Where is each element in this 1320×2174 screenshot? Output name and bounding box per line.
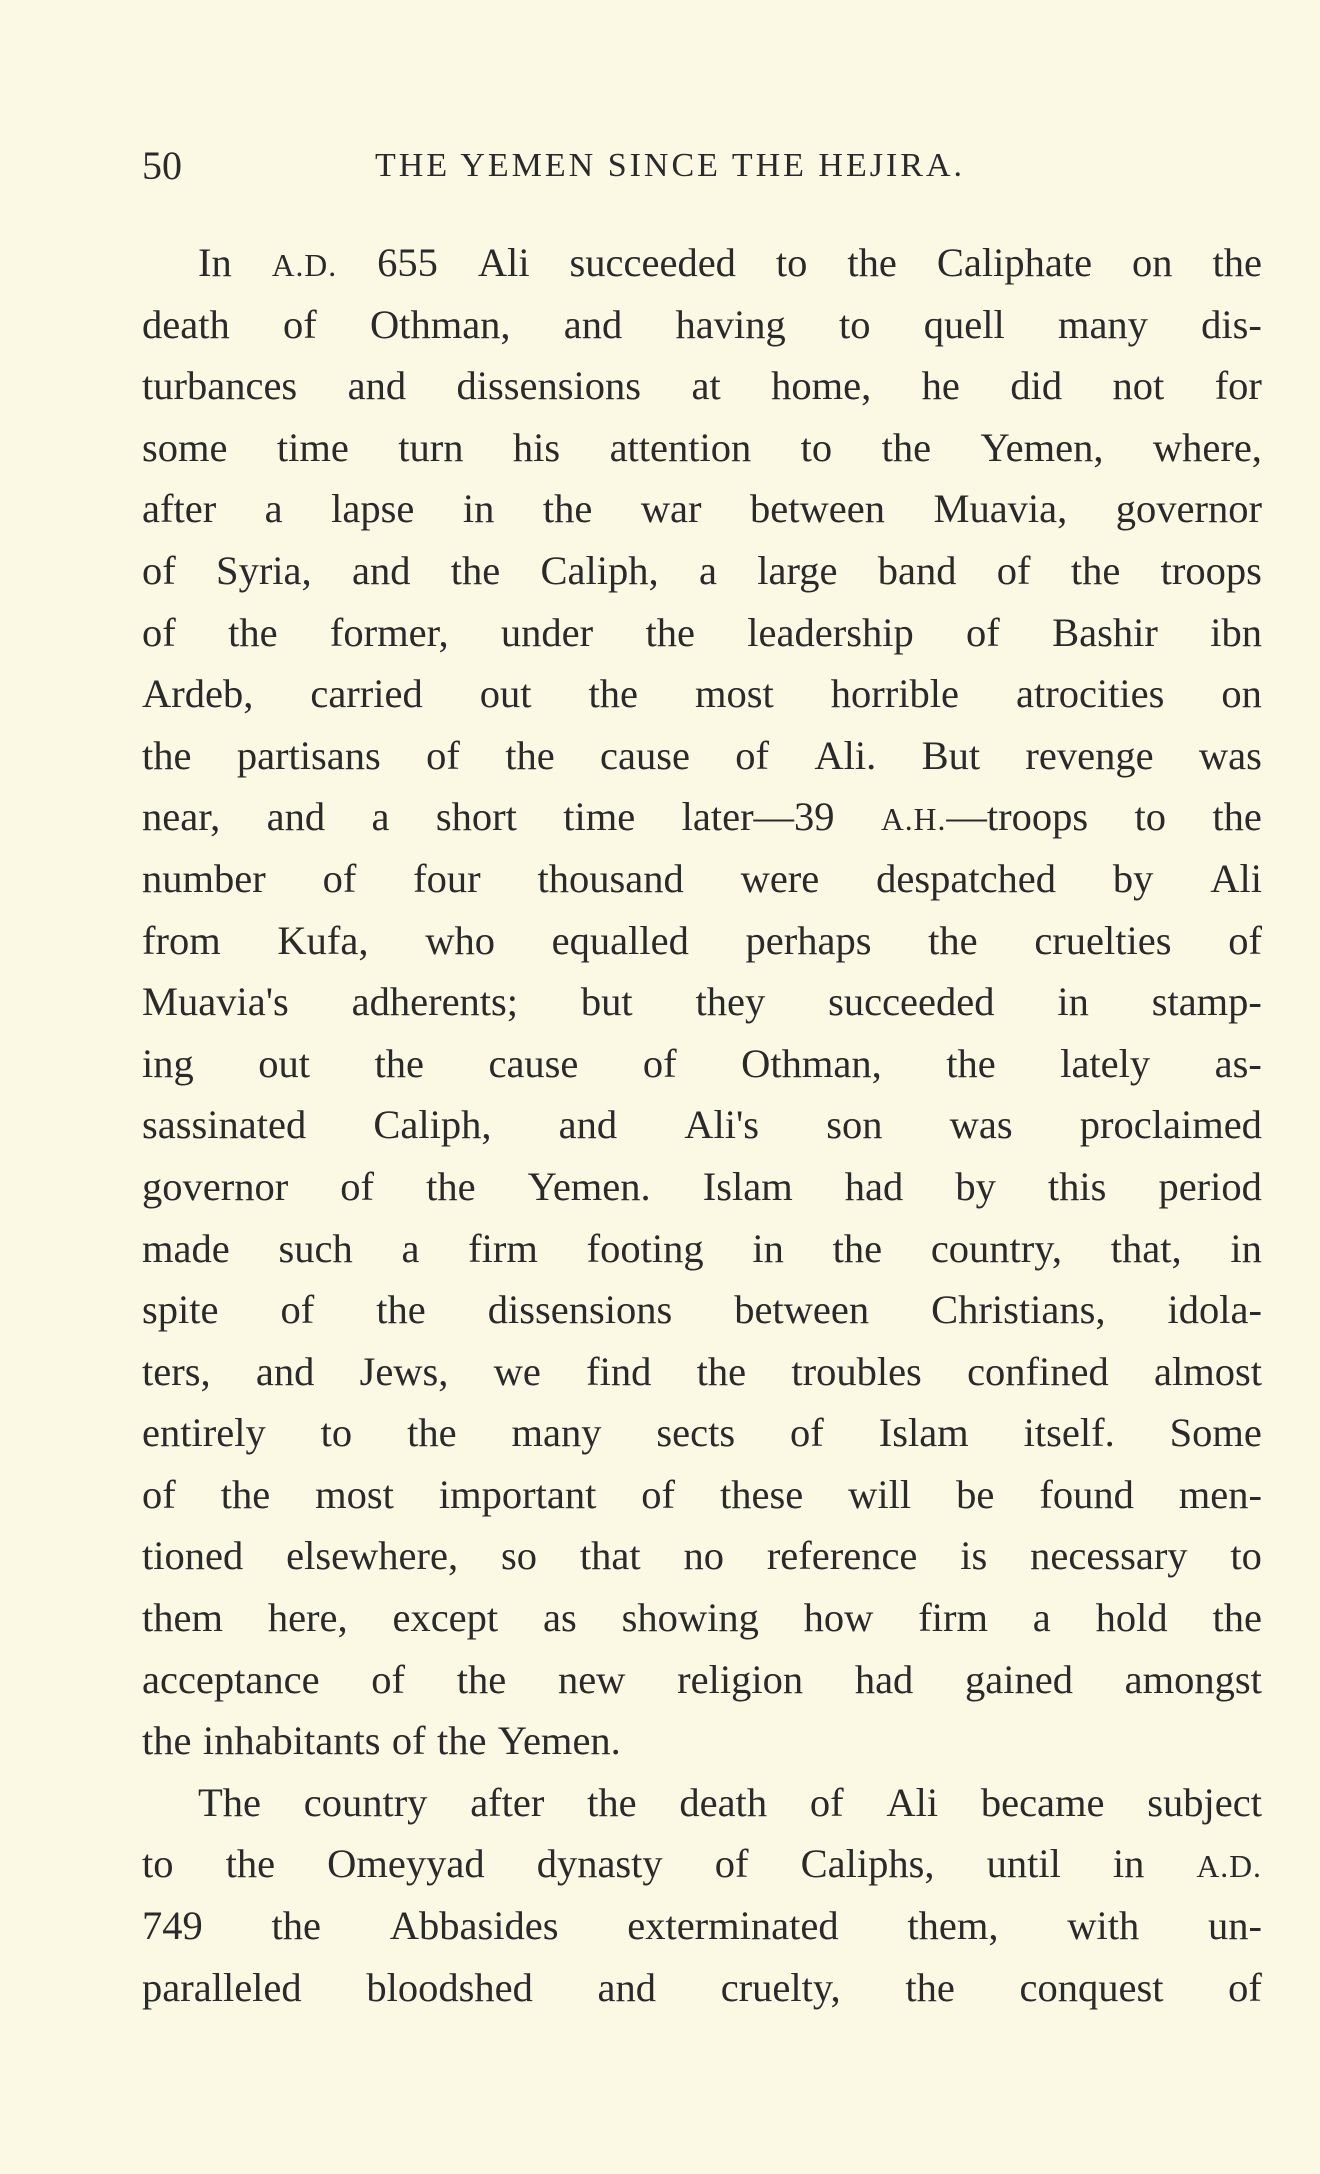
word: this (1047, 1163, 1107, 1209)
word: Muavia's (142, 979, 289, 1025)
word: of (735, 732, 770, 778)
word: them (142, 1595, 223, 1641)
word: thousand (537, 855, 684, 901)
word: here, (267, 1595, 348, 1641)
text-line (142, 1957, 1262, 2019)
word: be (956, 1471, 995, 1517)
word: In (198, 240, 232, 285)
word: new (557, 1656, 626, 1702)
word: of (641, 1471, 676, 1517)
word: a (371, 794, 390, 840)
word: the (1212, 1595, 1262, 1641)
word: in (462, 486, 495, 532)
word: and (351, 547, 411, 593)
word: Jews, (359, 1348, 449, 1394)
word: period (1158, 1163, 1262, 1209)
word: no (683, 1533, 724, 1579)
text-line (142, 1033, 1262, 1095)
word: ibn (1210, 609, 1262, 655)
text-line (142, 417, 1262, 479)
word: these (720, 1471, 804, 1517)
running-head: THE YEMEN SINCE THE HEJIRA. (375, 147, 966, 184)
text-line (142, 786, 1262, 848)
word: and (558, 1102, 618, 1148)
word: of (642, 1040, 677, 1086)
word: exterminated (627, 1903, 839, 1949)
word: we (493, 1348, 541, 1394)
word: at (691, 363, 721, 409)
word: of (714, 1841, 749, 1887)
text-line (142, 232, 1262, 294)
word: elsewhere, (286, 1533, 459, 1579)
word: the (426, 1163, 476, 1209)
text-line (142, 294, 1262, 356)
word: of (1228, 1964, 1262, 2010)
word: footing (586, 1225, 704, 1271)
word: Yemen. (527, 1163, 651, 1209)
word: Caliphs, (800, 1841, 935, 1887)
word: some (142, 424, 228, 470)
word: was (1198, 732, 1262, 778)
word: having (675, 301, 786, 347)
word: the (881, 424, 932, 470)
word: bloodshed (366, 1964, 533, 2010)
word: the (588, 671, 638, 717)
word: succeeded (828, 979, 995, 1025)
word: the (645, 609, 695, 655)
word: number (142, 855, 266, 901)
word: large (757, 547, 838, 593)
text-line (142, 1218, 1262, 1280)
word: Ali (886, 1779, 939, 1825)
word: succeeded (569, 240, 736, 285)
word: short (435, 794, 517, 840)
word: most (695, 671, 774, 717)
word: firm (468, 1225, 538, 1271)
word: The (198, 1779, 261, 1825)
text-line (142, 971, 1262, 1033)
word: Othman, (369, 301, 511, 347)
word: in (1230, 1225, 1262, 1271)
word: of (371, 1656, 406, 1702)
word: of (142, 547, 176, 593)
word: troops (1160, 547, 1262, 593)
word: out (479, 671, 532, 717)
word: dynasty (536, 1841, 663, 1887)
text-line (142, 1649, 1262, 1711)
word: of (280, 1287, 315, 1333)
text-line (142, 1279, 1262, 1341)
word: of (996, 547, 1031, 593)
word: A.D. (1196, 1849, 1262, 1885)
word: of (1228, 917, 1262, 963)
text-line (142, 1772, 1262, 1834)
word: attention (609, 424, 752, 470)
text-line (142, 1525, 1262, 1587)
word: with (1067, 1903, 1140, 1949)
word: inhabitants (202, 1718, 381, 1764)
word: did (1010, 363, 1063, 409)
text-line (142, 1833, 1262, 1895)
word: Christians, (931, 1287, 1106, 1333)
word: his (512, 424, 561, 470)
word: troubles (791, 1348, 922, 1394)
word: the (905, 1964, 955, 2010)
word: later—39 (681, 794, 835, 840)
word: sects (656, 1410, 736, 1456)
word: 655 (377, 240, 438, 285)
word: most (315, 1471, 394, 1517)
word: partisans (236, 732, 381, 778)
word: made (142, 1225, 230, 1271)
word: dissensions (456, 363, 642, 409)
word: quell (923, 301, 1005, 347)
word: firm (918, 1595, 988, 1641)
word: country (303, 1779, 428, 1825)
word: Islam (878, 1410, 969, 1456)
word: important (438, 1471, 597, 1517)
word: Ali's (684, 1102, 760, 1148)
word: in (1112, 1841, 1145, 1887)
word: of (391, 1718, 426, 1764)
word: near, (142, 794, 221, 840)
word: Ali (1210, 855, 1262, 901)
word: war (640, 486, 702, 532)
text-line (142, 602, 1262, 664)
word: the (142, 732, 192, 778)
word: conquest (1019, 1964, 1164, 2010)
word: band (877, 547, 957, 593)
word: a (698, 547, 717, 593)
word: had (844, 1163, 904, 1209)
word: the (847, 240, 897, 285)
word: the (832, 1225, 883, 1271)
text-line (142, 725, 1262, 787)
word: Ardeb, (142, 671, 254, 717)
word: the (225, 1841, 276, 1887)
word: the (220, 1471, 271, 1517)
word: of (809, 1779, 844, 1825)
word: showing (621, 1595, 759, 1641)
word: that, (1110, 1225, 1182, 1271)
word: was (949, 1102, 1013, 1148)
word: between (734, 1287, 870, 1333)
word: to (775, 240, 808, 285)
word: between (750, 486, 885, 532)
word: hold (1095, 1595, 1168, 1641)
word: leadership (747, 609, 914, 655)
text-line (142, 1710, 1262, 1772)
word: religion (677, 1656, 804, 1702)
word: death (142, 301, 230, 347)
word: such (278, 1225, 353, 1271)
word: of (426, 732, 460, 778)
word: the (376, 1287, 426, 1333)
word: men- (1178, 1471, 1262, 1517)
word: the (587, 1779, 637, 1825)
word: the (946, 1040, 996, 1086)
word: to (800, 424, 833, 470)
word: after (470, 1779, 545, 1825)
word: Caliph, (373, 1102, 492, 1148)
word: Yemen. (497, 1718, 621, 1764)
word: the (450, 547, 501, 593)
word: ters, (142, 1348, 211, 1394)
word: governor (1115, 486, 1262, 532)
word: the (928, 917, 978, 963)
word: Kufa, (277, 917, 369, 963)
word: as (542, 1595, 577, 1641)
word: by (955, 1163, 996, 1209)
word: despatched (876, 855, 1057, 901)
text-line (142, 910, 1262, 972)
word: the (1212, 794, 1262, 840)
text-line (142, 1587, 1262, 1649)
word: a (1032, 1595, 1051, 1641)
word: to (320, 1410, 353, 1456)
word: of (322, 855, 357, 901)
word: who (425, 917, 495, 963)
word: governor (142, 1163, 289, 1209)
word: four (413, 855, 481, 901)
word: reference (766, 1533, 918, 1579)
word: not (1112, 363, 1165, 409)
word: the (436, 1718, 487, 1764)
word: of (340, 1163, 375, 1209)
word: on (1221, 671, 1262, 717)
word: the (1212, 240, 1262, 285)
word: adherents; (351, 979, 519, 1025)
word: that (579, 1533, 641, 1579)
word: lapse (331, 486, 415, 532)
word: to (142, 1841, 174, 1887)
word: the (505, 732, 555, 778)
word: subject (1147, 1779, 1262, 1825)
word: as- (1214, 1040, 1262, 1086)
word: on (1132, 240, 1173, 285)
word: ing (142, 1040, 194, 1086)
text-line (142, 1156, 1262, 1218)
word: sassinated (142, 1102, 307, 1148)
word: Syria, (216, 547, 312, 593)
word: except (392, 1595, 499, 1641)
word: paralleled (142, 1964, 302, 2010)
word: of (142, 609, 176, 655)
word: Caliph, (540, 547, 659, 593)
word: Yemen, (980, 424, 1104, 470)
word: the (142, 1718, 192, 1764)
word: stamp- (1151, 979, 1262, 1025)
word: time (563, 794, 636, 840)
word: acceptance (142, 1656, 320, 1702)
word: time (276, 424, 349, 470)
word: A.H.—troops (880, 794, 1089, 840)
word: of (142, 1471, 176, 1517)
word: proclaimed (1079, 1102, 1262, 1148)
word: will (848, 1471, 912, 1517)
word: many (1057, 301, 1148, 347)
word: and (255, 1348, 315, 1394)
word: equalled (551, 917, 689, 963)
word: cause (488, 1040, 579, 1086)
word: entirely (142, 1410, 266, 1456)
word: Caliphate (936, 240, 1093, 285)
word: until (986, 1841, 1061, 1887)
word: necessary (1030, 1533, 1188, 1579)
word: death (679, 1779, 768, 1825)
word: a (264, 486, 283, 532)
word: Some (1169, 1410, 1262, 1456)
word: son (826, 1102, 883, 1148)
word: a (401, 1225, 420, 1271)
word: find (586, 1348, 652, 1394)
word: he (921, 363, 960, 409)
word: almost (1154, 1348, 1262, 1394)
word: Omeyyad (327, 1841, 485, 1887)
word: dis- (1201, 301, 1262, 347)
word: country, (930, 1225, 1063, 1271)
word: carried (310, 671, 423, 717)
word: the (271, 1903, 321, 1949)
word: Ali (477, 240, 530, 285)
word: to (1230, 1533, 1262, 1579)
word: in (752, 1225, 784, 1271)
word: turbances (142, 363, 298, 409)
word: cause (600, 732, 690, 778)
word: many (511, 1410, 602, 1456)
word: A.D. (271, 248, 338, 283)
word: the (696, 1348, 747, 1394)
word: and (563, 301, 623, 347)
word: the (542, 486, 593, 532)
word: Muavia, (933, 486, 1068, 532)
word: had (854, 1656, 914, 1702)
word: they (695, 979, 766, 1025)
word: by (1112, 855, 1154, 901)
word: the (228, 609, 278, 655)
word: the (1070, 547, 1121, 593)
word: tioned (142, 1533, 244, 1579)
word: Abbasides (389, 1903, 559, 1949)
word: atrocities (1015, 671, 1165, 717)
word: and (597, 1964, 657, 2010)
word: spite (142, 1287, 219, 1333)
word: former, (329, 609, 449, 655)
word: the (374, 1040, 424, 1086)
word: in (1057, 979, 1089, 1025)
word: amongst (1124, 1656, 1262, 1702)
word: cruelty, (720, 1964, 841, 2010)
word: Othman, (741, 1040, 882, 1086)
word: cruelties (1034, 917, 1172, 963)
word: dissensions (487, 1287, 673, 1333)
word: idola- (1167, 1287, 1262, 1333)
word: but (580, 979, 633, 1025)
word: Bashir (1052, 609, 1158, 655)
word: itself. (1023, 1410, 1115, 1456)
word: from (142, 917, 221, 963)
word: perhaps (745, 917, 872, 963)
text-line (142, 1895, 1262, 1957)
word: of (282, 301, 317, 347)
word: to (1134, 794, 1167, 840)
body-text (142, 232, 1262, 2018)
text-line (142, 1094, 1262, 1156)
text-line (142, 1341, 1262, 1403)
page-header (142, 142, 1262, 190)
word: became (980, 1779, 1105, 1825)
text-line (142, 1402, 1262, 1464)
word: lately (1060, 1040, 1151, 1086)
word: of (790, 1410, 824, 1456)
word: where, (1152, 424, 1262, 470)
word: them, (907, 1903, 999, 1949)
text-line (142, 355, 1262, 417)
text-line (142, 848, 1262, 910)
word: found (1039, 1471, 1134, 1517)
text-line (142, 478, 1262, 540)
page-number: 50 (142, 143, 182, 188)
word: the (456, 1656, 507, 1702)
word: the (407, 1410, 457, 1456)
word: un- (1208, 1903, 1262, 1949)
word: horrible (830, 671, 959, 717)
word: Islam (702, 1163, 793, 1209)
word: is (960, 1533, 988, 1579)
word: were (740, 855, 820, 901)
word: so (500, 1533, 537, 1579)
text-line (142, 1464, 1262, 1526)
text-line (142, 540, 1262, 602)
word: after (142, 486, 217, 532)
text-line (142, 663, 1262, 725)
word: turn (398, 424, 464, 470)
word: gained (965, 1656, 1073, 1702)
word: to (838, 301, 871, 347)
word: But (921, 732, 981, 778)
word: confined (967, 1348, 1109, 1394)
word: and (266, 794, 326, 840)
word: under (500, 609, 594, 655)
word: for (1214, 363, 1262, 409)
word: how (803, 1595, 874, 1641)
word: home, (771, 363, 872, 409)
word: 749 (142, 1903, 203, 1949)
word: and (347, 363, 407, 409)
word: of (966, 609, 1000, 655)
word: Ali. (814, 732, 877, 778)
word: revenge (1025, 732, 1154, 778)
word: out (258, 1040, 311, 1086)
